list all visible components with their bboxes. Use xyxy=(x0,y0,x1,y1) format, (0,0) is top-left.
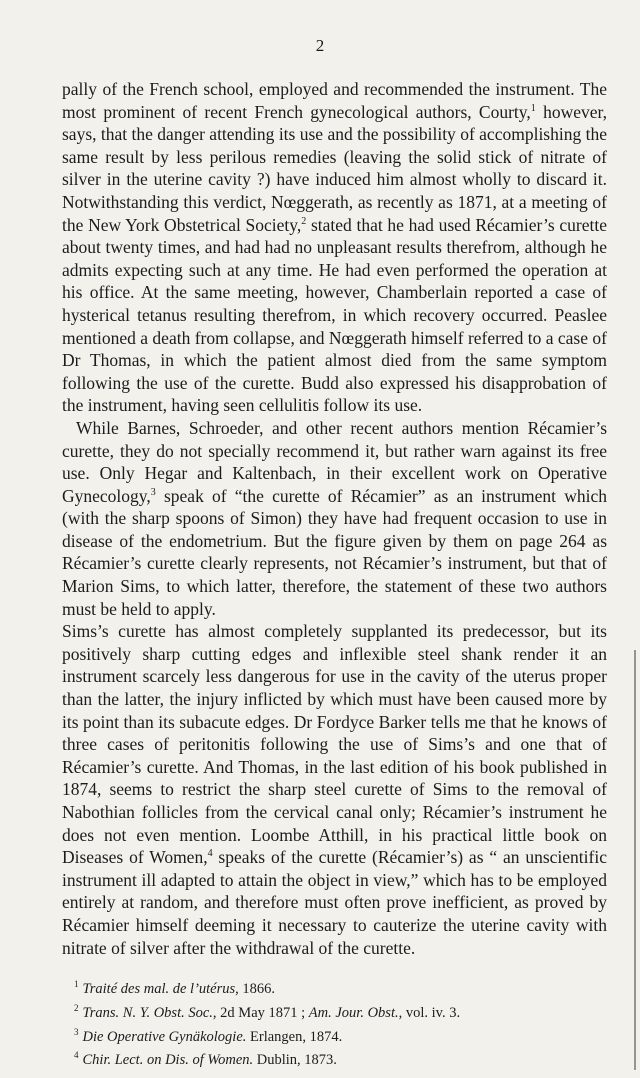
paragraph-text: pally of the French school, employed and recommended the instrument. The most prominent of recent French gynecological authors, Courty, xyxy=(62,79,607,122)
footnotes xyxy=(62,975,607,1070)
footnote-title: Die Operative Gynäkologie. xyxy=(82,1028,247,1045)
paragraph-text: speaks of the curette (Récamier’s) as “ an unscientific instrument ill adapted to attain the object in view,” which has to be employed entirely at random, and therefore must often prove inefficient, as proved by Récamier himself deeming it necessary to cauterize the uterine cavity with nitrate of silver after the withdrawal of the curette. xyxy=(62,847,607,958)
footnote-number: 1 xyxy=(74,979,79,989)
footnote-text: , 1866. xyxy=(235,980,276,997)
paragraph-text: While Barnes, Schroeder, and other recent authors mention Récamier’s curette, they do not specially recommend it, but rather warn against its free use. Only Hegar and Kaltenbach, in their excellent work on Operative Gynecology, xyxy=(62,417,607,506)
paragraph-text: however, says, that the danger attending its use and the possibility of accomplishing the same result by less perilous remedies (leaving the solid stick of nitrate of silver in the uterine cavity ?) have induced him almost wholly to discard it. Notwithstanding this verdict, Nœggerath, as recently as 1871, at a meeting of the New York Obstetrical Society, xyxy=(62,101,607,235)
paragraph xyxy=(62,78,607,417)
footnote-text: Erlangen, 1874. xyxy=(246,1028,343,1045)
footnote-number: 2 xyxy=(74,1002,79,1013)
footnote-reference: 1 xyxy=(530,102,536,114)
page-number: 2 xyxy=(315,36,325,55)
footnote-title: Chir. Lect. on Dis. of Women. xyxy=(82,1052,254,1069)
footnote xyxy=(62,1023,607,1047)
paragraph xyxy=(62,417,607,620)
footnote xyxy=(62,999,607,1023)
footnote-reference: 4 xyxy=(207,848,213,860)
paragraph-text: stated that he had used Récamier’s curette about twenty times, and had had no unpleasant results therefrom, although he admits expecting such at any time. He had even performed the operation at his office. At the same meeting, however, Chamberlain reported a case of hysterical tetanus resulting therefrom, in which recovery occurred. Peaslee mentioned a death from collapse, and Nœggerath himself referred to a case of Dr Thomas, in which the patient almost died from the same symptom following the use of the curette. Budd also expressed his disapprobation of the instrument, having seen cellulitis follow its use. xyxy=(62,214,607,416)
footnote-text: , vol. iv. 3. xyxy=(398,1004,461,1021)
footnote-reference: 3 xyxy=(150,486,156,498)
footnote-title: Trans. N. Y. Obst. Soc. xyxy=(82,1004,213,1021)
footnote-title: Am. Jour. Obst. xyxy=(308,1004,399,1021)
paragraph-text: speak of “the curette of Récamier” as an instrument which (with the sharp spoons of Simon) they have had frequent occasion to use in disease of the endometrium. But the figure given by them on page 264 as Récamier’s curette clearly represents, not Récamier’s instrument, but that of Marion Sims, to which latter, therefore, the statement of these two authors must be held to apply. xyxy=(62,485,607,619)
footnote-title: Traité des mal. de l’utérus xyxy=(82,980,236,997)
body-text xyxy=(62,78,607,959)
footnote-reference: 2 xyxy=(301,215,307,227)
page-edge-shadow xyxy=(634,650,636,1070)
footnote-number: 4 xyxy=(74,1050,79,1061)
footnote-number: 3 xyxy=(74,1026,79,1037)
footnote-text: , 2d May 1871 ; xyxy=(212,1004,309,1021)
footnote xyxy=(62,1046,607,1070)
paragraph-text: Sims’s curette has almost completely supplanted its predecessor, but its positively sharp cutting edges and inflexible steel shank render it an instrument scarcely less dangerous for use in the cavity of the uterus proper than the latter, the injury inflicted by which must have been caused more by its point than its subacute edges. Dr Fordyce Barker tells me that he knows of three cases of peritonitis following the use of Sims’s and one that of Récamier’s curette. And Thomas, in the last edition of his book published in 1874, seems to restrict the sharp steel curette of Sims to the removal of Nabothian follicles from the cervical canal only; Récamier’s instrument he does not even mention. Loombe Atthill, in his practical little book on Diseases of Women, xyxy=(62,621,607,868)
footnote-text: Dublin, 1873. xyxy=(253,1052,337,1069)
footnote xyxy=(62,975,607,999)
paragraph xyxy=(62,620,607,959)
